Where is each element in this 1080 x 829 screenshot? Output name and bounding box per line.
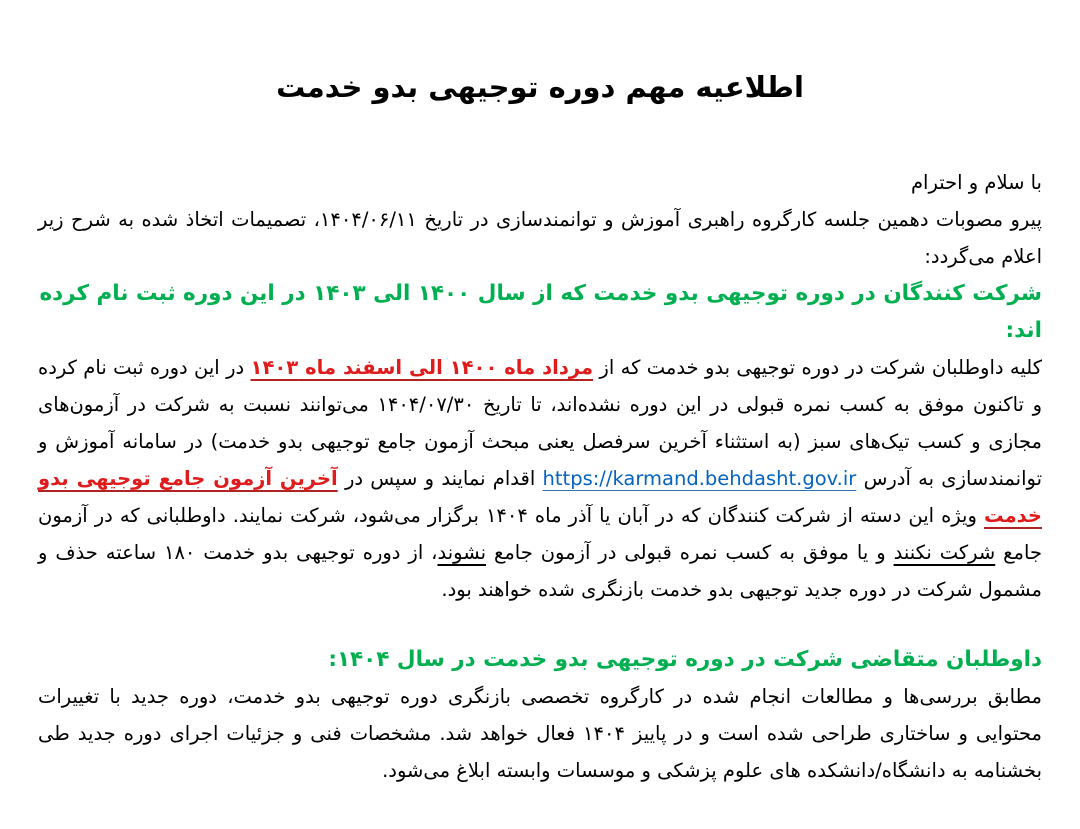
final-exam-highlight: آخرین آزمون جامع توجیهی بدو خدمت: [38, 467, 1042, 527]
section-spacer: [38, 608, 1042, 641]
section1-text-4: ویژه این دسته از شرکت کنندگان که در آبان یا آذر ماه ۱۴۰۴ برگزار می‌شود، شرکت نمایند. داوطلبانی که در آزمون جامع: [38, 504, 1042, 564]
greeting-text: با سلام و احترام: [910, 171, 1042, 194]
intro-text: پیرو مصوبات دهمین جلسه کارگروه راهبری آموزش و توانمندسازی در تاریخ ۱۴۰۴/۰۶/۱۱، تصمیمات اتخاذ شده به شرح زیر اعلام می‌گردد:: [38, 208, 1042, 268]
section2-paragraph: مطابق بررسی‌ها و مطالعات انجام شده در کارگروه تخصصی بازنگری دوره توجیهی بدو خدمت، دوره جدید با تغییرات محتوایی و ساختاری طراحی شده است و در پاییز ۱۴۰۴ فعال خواهد شد. مشخصات فنی و جزئیات اجرای دوره جدید طی بخشنامه به دانشگاه/دانشکده های علوم پزشکی و موسسات وابسته ابلاغ می‌شود.: [38, 685, 1042, 782]
page-title: اطلاعیه مهم دوره توجیهی بدو خدمت: [276, 70, 804, 104]
section1-text-6: ، از دوره توجیهی بدو خدمت ۱۸۰ ساعته حذف و مشمول شرکت در دوره جدید توجیهی بدو خدمت بازنگری شده خواهند بود.: [38, 541, 1042, 601]
section1-heading: شرکت کنندگان در دوره توجیهی بدو خدمت که از سال ۱۴۰۰ الی ۱۴۰۳ در این دوره ثبت نام کرده اند:: [39, 281, 1042, 343]
section1-text-3: اقدام نمایند و سپس در: [337, 467, 543, 490]
section1-text-5: و یا موفق به کسب نمره قبولی در آزمون جامع: [486, 541, 894, 564]
section1-text-1: کلیه داوطلبان شرکت در دوره توجیهی بدو خدمت که از: [593, 356, 1042, 379]
fail-underline: نشوند: [437, 541, 487, 564]
date-range-highlight: مرداد ماه ۱۴۰۰ الی اسفند ماه ۱۴۰۳: [250, 356, 594, 379]
karmand-portal-link[interactable]: https://karmand.behdasht.gov.ir: [542, 467, 857, 490]
section1-text-2: در این دوره ثبت نام کرده و تاکنون موفق به کسب نمره قبولی در این دوره نشده‌اند، تا تاریخ ۱۴۰۴/۰۷/۳۰ می‌توانند نسبت به شرکت در آزمون‌های مجازی و کسب تیک‌های سبز (به استثناء آخرین سرفصل یعنی مبحث آزمون جامع توجیهی بدو خدمت) در سامانه آموزش و توانمندسازی به آدرس: [38, 356, 1043, 490]
section1-paragraph: [38, 349, 1042, 608]
section2-heading: داوطلبان متقاضی شرکت در دوره توجیهی بدو خدمت در سال ۱۴۰۴:: [328, 647, 1042, 672]
no-participate-underline: شرکت نکنند: [893, 541, 996, 564]
